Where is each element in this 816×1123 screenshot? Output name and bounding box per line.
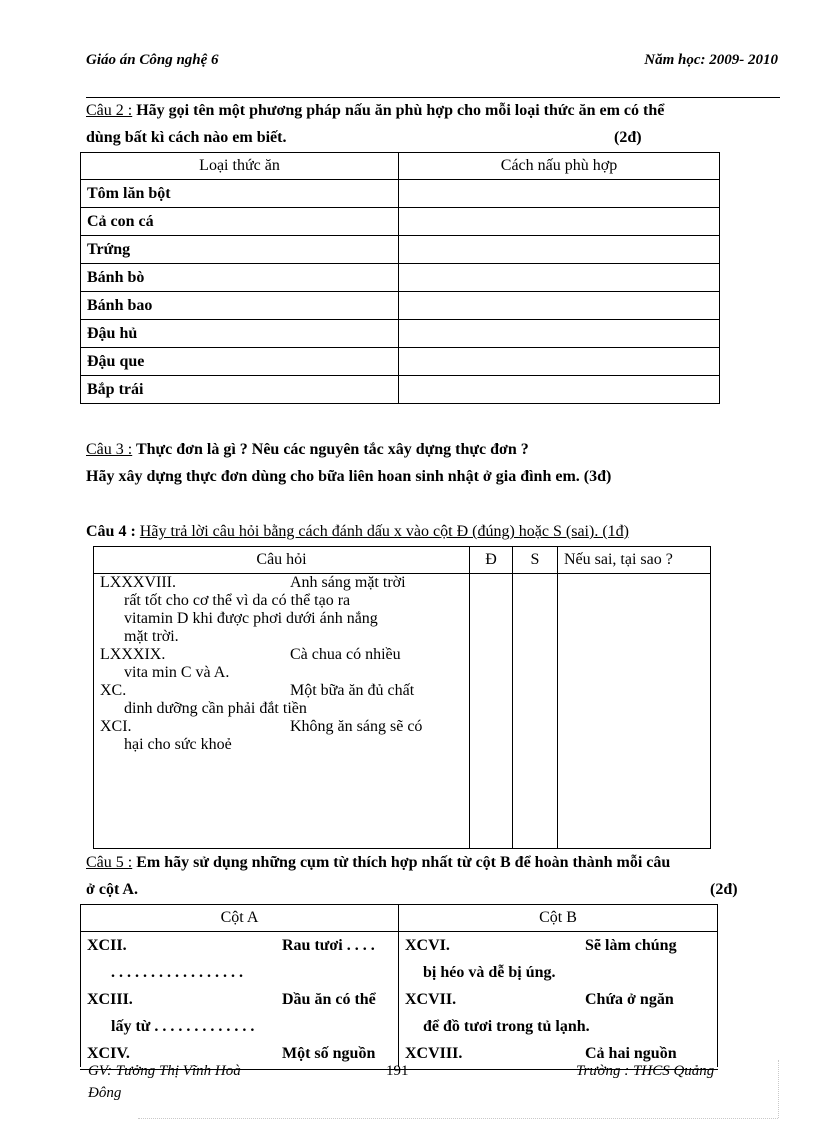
food-cell: Bánh bò <box>81 264 399 292</box>
answer-cell[interactable] <box>399 348 720 376</box>
table-row <box>81 208 720 236</box>
question-2 <box>86 97 776 151</box>
q2-table <box>80 152 720 404</box>
answer-cell[interactable] <box>399 208 720 236</box>
item-text-cont: dinh dưỡng cần phải đắt tiền <box>124 700 307 717</box>
question-4 <box>86 518 776 545</box>
question-3 <box>86 436 776 490</box>
answer-cell[interactable] <box>399 320 720 348</box>
table-row <box>81 932 718 1068</box>
q5-col-b: Cột B <box>399 905 718 932</box>
table-header-row <box>81 905 718 932</box>
food-cell: Đậu que <box>81 348 399 376</box>
table-row <box>81 348 720 376</box>
q4-text: Hãy trả lời câu hỏi bằng cách đánh dấu x vào cột Đ (đúng) hoặc S (sai). (1đ) <box>139 523 629 540</box>
item-text-cont: để đồ tươi trong tủ lạnh. <box>423 1018 590 1035</box>
q4-item <box>100 646 463 664</box>
q5-line2: ở cột A. <box>86 881 138 898</box>
q5-col-a: Cột A <box>81 905 399 932</box>
item-number: XCII. <box>87 937 127 954</box>
q4-label: Câu 4 : <box>86 523 136 540</box>
answer-cell[interactable] <box>399 376 720 404</box>
item-number: XCVIII. <box>405 1045 463 1062</box>
q3-line2: Hãy xây dựng thực đơn dùng cho bữa liên hoan sinh nhật ở gia đình em. (3đ) <box>86 468 612 485</box>
q4-item <box>100 574 463 592</box>
item-number: XCIII. <box>87 991 133 1008</box>
footer-teacher: GV: Tưởng Thị Vĩnh Hoà <box>88 1063 241 1079</box>
q5-table <box>80 904 718 1067</box>
q4-item <box>100 718 463 736</box>
table-row <box>81 264 720 292</box>
item-text-cont: hại cho sức khoẻ <box>124 736 232 753</box>
page-margin-guide-right <box>778 1060 779 1118</box>
question-5 <box>86 849 786 903</box>
q4-questions-cell <box>94 574 470 849</box>
item-text-cont: vitamin D khi được phơi dưới ánh nắng <box>124 610 378 627</box>
table-row <box>81 292 720 320</box>
answer-cell[interactable] <box>399 180 720 208</box>
item-number: XCI. <box>100 718 132 735</box>
food-cell: Bắp trái <box>81 376 399 404</box>
item-text: Chứa ở ngăn <box>585 991 674 1008</box>
food-cell: Bánh bao <box>81 292 399 320</box>
table-row <box>81 320 720 348</box>
header-right: Năm học: 2009- 2010 <box>644 52 778 68</box>
item-text: Rau tươi . . . . <box>282 937 375 954</box>
q4-col-reason: Nếu sai, tại sao ? <box>558 547 711 574</box>
d-answer-cell[interactable] <box>470 574 513 849</box>
q2-col-method: Cách nấu phù hợp <box>399 153 720 180</box>
item-text: Cà chua có nhiều <box>290 646 401 663</box>
item-number: LXXXIX. <box>100 646 166 663</box>
q5-line1: Em hãy sử dụng những cụm từ thích hợp nhất từ cột B để hoàn thành mỗi câu <box>136 854 671 871</box>
item-number: XC. <box>100 682 127 699</box>
table-header-row <box>81 153 720 180</box>
col-a-cell <box>81 932 399 1068</box>
answer-cell[interactable] <box>399 236 720 264</box>
item-text: Dầu ăn có thể <box>282 991 376 1008</box>
reason-answer-cell[interactable] <box>558 574 711 849</box>
item-text-cont: bị héo và dễ bị úng. <box>423 964 556 981</box>
item-text: Anh sáng mặt trời <box>290 574 406 591</box>
item-text-cont: lấy từ . . . . . . . . . . . . . <box>111 1018 255 1035</box>
q2-col-food: Loại thức ăn <box>81 153 399 180</box>
q3-line1: Thực đơn là gì ? Nêu các nguyên tắc xây dựng thực đơn ? <box>135 441 529 458</box>
q4-col-s: S <box>513 547 558 574</box>
page-margin-guide <box>138 1118 778 1119</box>
q5-table-wrap <box>80 904 718 1070</box>
q4-col-d: Đ <box>470 547 513 574</box>
item-number: XCIV. <box>87 1045 130 1062</box>
footer-page-number: 191 <box>386 1063 409 1079</box>
q2-text-line2: dùng bất kì cách nào em biết. <box>86 129 287 146</box>
q5-label: Câu 5 : <box>86 854 133 871</box>
q5-points: (2đ) <box>710 881 738 898</box>
food-cell: Tôm lăn bột <box>81 180 399 208</box>
q4-col-question: Câu hỏi <box>94 547 470 574</box>
col-b-cell <box>399 932 718 1068</box>
q2-text-line1: Hãy gọi tên một phương pháp nấu ăn phù hợp cho mỗi loại thức ăn em có thể <box>136 102 665 119</box>
item-number: XCVII. <box>405 991 457 1008</box>
item-text-cont: vita min C và A. <box>124 664 230 681</box>
item-text: Sẽ làm chúng <box>585 937 677 954</box>
footer-school-cont: Đông <box>88 1085 122 1101</box>
item-number: LXXXVIII. <box>100 574 176 591</box>
footer-school: Trường : THCS Quảng <box>576 1063 715 1079</box>
table-row <box>81 236 720 264</box>
food-cell: Cả con cá <box>81 208 399 236</box>
item-text: Không ăn sáng sẽ có <box>290 718 423 735</box>
table-row <box>81 180 720 208</box>
item-text-cont: . . . . . . . . . . . . . . . . . <box>111 964 243 981</box>
table-row <box>81 376 720 404</box>
answer-cell[interactable] <box>399 292 720 320</box>
header-left: Giáo án Công nghệ 6 <box>86 52 219 68</box>
q4-table <box>93 546 711 849</box>
q2-points: (2đ) <box>614 129 642 146</box>
food-cell: Trứng <box>81 236 399 264</box>
q4-item <box>100 682 463 700</box>
table-header-row <box>94 547 711 574</box>
item-text-cont: mặt trời. <box>124 628 179 645</box>
q3-label: Câu 3 : <box>86 441 133 458</box>
table-row <box>94 574 711 849</box>
answer-cell[interactable] <box>399 264 720 292</box>
item-text: Một số nguồn <box>282 1045 376 1062</box>
food-cell: Đậu hủ <box>81 320 399 348</box>
item-text: Một bữa ăn đủ chất <box>290 682 415 699</box>
item-number: XCVI. <box>405 937 450 954</box>
q2-label: Câu 2 : <box>86 102 133 119</box>
s-answer-cell[interactable] <box>513 574 558 849</box>
item-text-cont: rất tốt cho cơ thể vì da có thể tạo ra <box>124 592 351 609</box>
item-text: Cả hai nguồn <box>585 1045 677 1062</box>
